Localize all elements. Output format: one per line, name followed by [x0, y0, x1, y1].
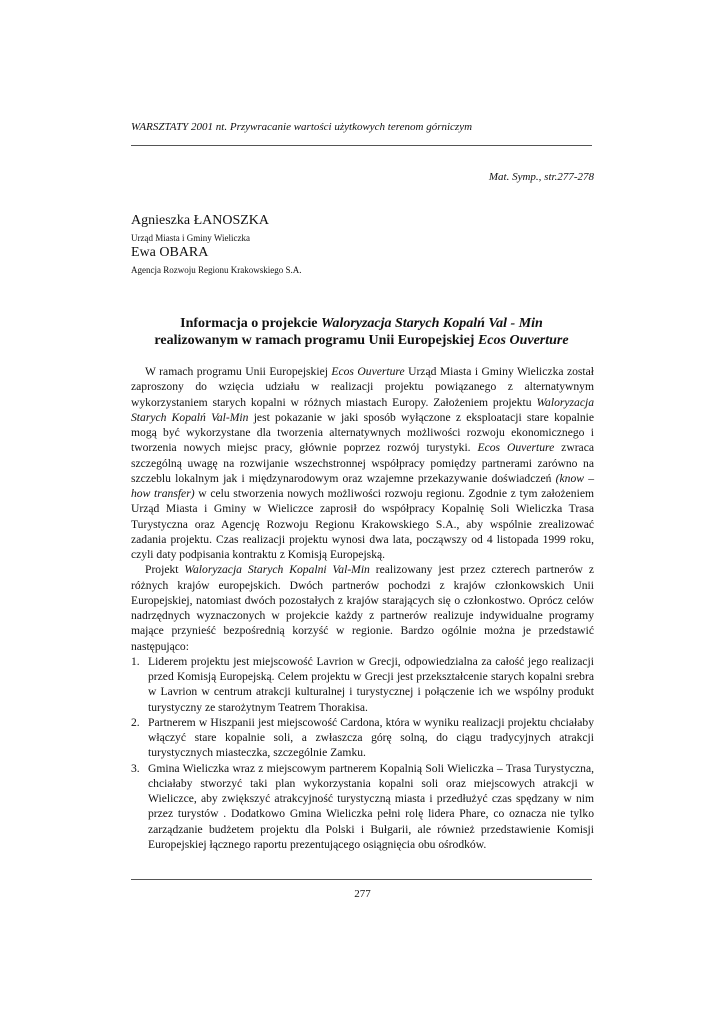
title-text: Informacja o projekcie	[180, 316, 322, 331]
list-item-text: Gmina Wieliczka wraz z miejscowym partnerem Kopalnią Soli Wieliczka – Trasa Turystyczna, chciałaby stworzyć taki plan wykorzystania kopalni soli oraz miejscowych atrakcji w Wieliczce, aby zwiększyć atrakcyjność turystyczną miasta i przedłużyć czas spędzany w nim przez turystów . Dodatkowo Gmina Wieliczka pełni rolę lidera Phare, co oznacza nie tylko zarządzanie budżetem projektu dla Polski i Bułgarii, ale również przedstawienie Komisji Europejskiej łącznego raportu prezentującego osiągnięcia obu ośrodków.	[148, 761, 594, 851]
list-item	[131, 715, 594, 761]
list-item	[131, 654, 594, 715]
text-run: realizowany jest przez czterech partnerów z różnych krajów europejskich. Dwóch partnerów pochodzi z krajów członkowskich Unii Europejskiej, natomiast dwóch pozostałych z krajów starających się o członkostwo. Oprócz celów nadrzędnych wyznaczonych w projekcie każdy z partnerów realizuje indywidualne programy mające przynieść bezpośrednią korzyść w regionie. Bardzo ogólnie można je przedstawić następująco:	[131, 563, 594, 653]
body-text	[131, 364, 594, 852]
list-item-text: Partnerem w Hiszpanii jest miejscowość Cardona, która w wyniku realizacji projektu chciałaby włączyć stare kopalnie soli, a zwłaszcza górę solną, do ciągu tradycyjnych atrakcji turystycznych miasteczka, szczególnie Zamku.	[148, 715, 594, 760]
list-item-text: Liderem projektu jest miejscowość Lavrion w Grecji, odpowiedzialna za całość jego realizacji przed Komisją Europejską. Celem projektu w Grecji jest przekształcenie starych kopalni srebra w Lavrion w centrum atrakcji kulturalnej i turystycznej i połączenie ich we wspólny produkt turystyczny ze starożytnym Teatrem Thorakisa.	[148, 654, 594, 714]
title-emphasis: Ecos Ouverture	[477, 333, 569, 348]
title-line-1	[131, 315, 592, 332]
title-line-2	[131, 332, 592, 349]
title-text: realizowanym w ramach programu Unii Europejskiej	[154, 333, 478, 348]
running-header: WARSZTATY 2001 nt. Przywracanie wartości użytkowych terenom górniczym	[131, 121, 473, 133]
text-run: Projekt	[145, 563, 185, 577]
text-emphasis: Waloryzacja Starych Kopalni Val-Min	[184, 563, 370, 577]
author-affiliation: Agencja Rozwoju Regionu Krakowskiego S.A.	[131, 265, 302, 275]
citation: Mat. Symp., str.277-278	[488, 171, 594, 183]
header-rule	[131, 145, 592, 146]
list-item-number: 3.	[131, 761, 140, 775]
text-run: jest pokazanie w jaki sposób wyłączone z eksploatacji stare kopalnie mogą być wykorzystane dla tworzenia alternatywnych możliwości rozwoju ekonomicznego i tworzenia nowych miejsc pracy, głównie poprzez rozwój turystyki.	[131, 410, 594, 455]
list-item	[131, 761, 594, 853]
paragraph-1	[131, 364, 594, 562]
footer-rule	[131, 879, 592, 880]
text-emphasis: (know – how transfer)	[131, 471, 594, 500]
text-run: Urząd Miasta i Gminy Wieliczka został zaproszony do wzięcia udziału w realizacji projektu powiązanego z alternatywnym wykorzystaniem starych kopalni w różnych miastach Europy. Założeniem projektu	[131, 365, 595, 409]
title-emphasis: Waloryzacja Starych Kopalń Val - Min	[321, 316, 543, 331]
list-item-number: 2.	[131, 715, 140, 729]
partner-list	[131, 654, 594, 852]
page-number: 277	[354, 888, 371, 900]
author-name: Ewa OBARA	[131, 245, 209, 260]
author-affiliation: Urząd Miasta i Gminy Wieliczka	[131, 233, 250, 243]
text-run: zwraca szczególną uwagę na rozwijanie wszechstronnej współpracy pomiędzy partnerami zarówno na szczeblu lokalnym jak i międzynarodowym oraz wzajemne przekazywanie doświadczeń	[131, 441, 594, 485]
text-emphasis: Waloryzacja Starych Kopalń Val-Min	[131, 395, 594, 424]
paper-title	[131, 315, 592, 349]
list-item-number: 1.	[131, 654, 140, 668]
text-run: W ramach programu Unii Europejskiej	[145, 365, 332, 378]
text-emphasis: Ecos Ouverture	[477, 441, 555, 455]
text-emphasis: Ecos Ouverture	[331, 365, 405, 378]
text-run: w celu stworzenia nowych możliwości rozwoju regionu. Zgodnie z tym założeniem Urząd Miasta i Gminy w Wieliczce zaprosił do współpracy Kopalnię Soli Wieliczka Trasa Turystyczna oraz Agencję Rozwoju Regionu Krakowskiego S.A., aby wspólnie zrealizować zadania projektu. Czas realizacji projektu wynosi dwa lata, począwszy od 4 listopada 1999 roku, czyli daty podpisania kontraktu z Komisją Europejską.	[131, 487, 594, 561]
author-name: Agnieszka ŁANOSZKA	[131, 213, 270, 228]
paragraph-2	[131, 562, 594, 654]
